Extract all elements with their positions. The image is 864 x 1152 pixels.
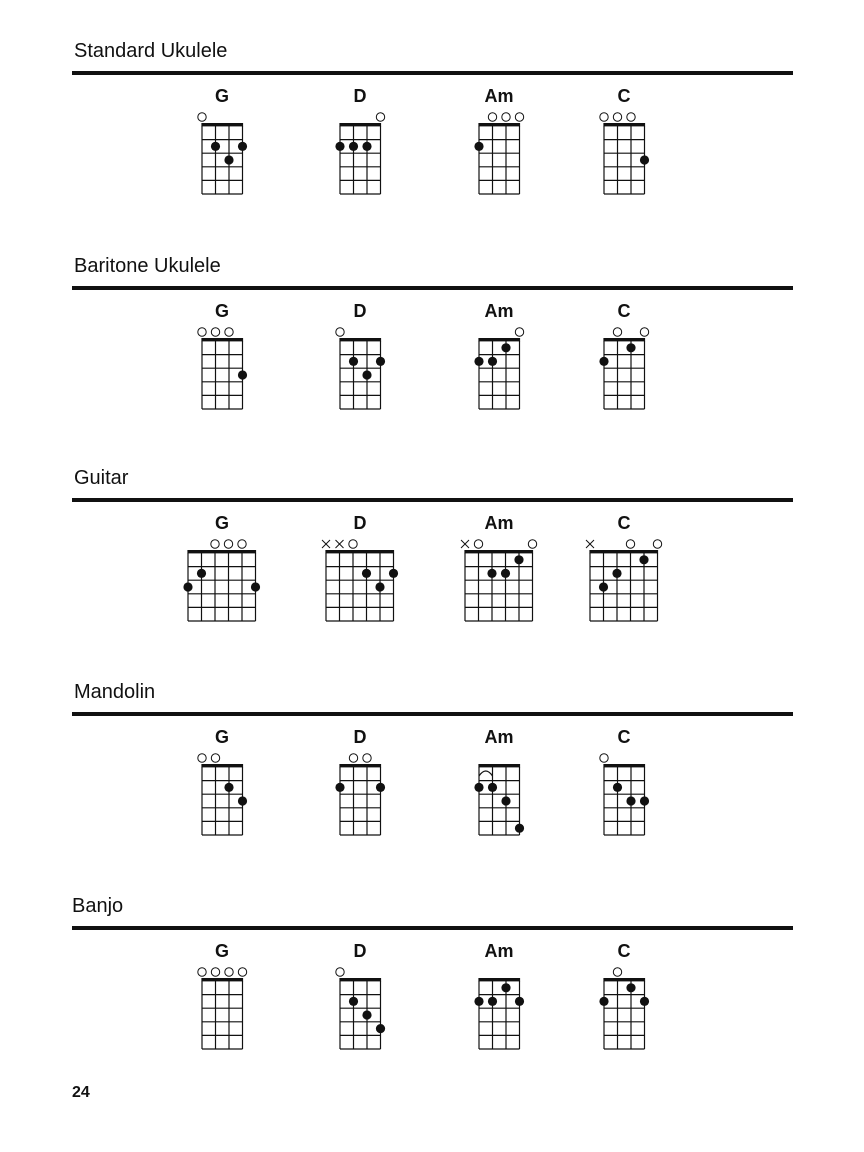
finger-dot bbox=[349, 997, 358, 1006]
open-string-marker bbox=[238, 540, 246, 548]
finger-dot bbox=[613, 569, 622, 578]
chord-diagram bbox=[467, 319, 532, 417]
open-string-marker bbox=[475, 540, 483, 548]
nut bbox=[201, 978, 243, 981]
finger-dot bbox=[349, 357, 358, 366]
chord-diagram bbox=[190, 959, 255, 1057]
page-number: 24 bbox=[72, 1084, 90, 1101]
chord-diagram bbox=[592, 959, 657, 1057]
chord-name: Am bbox=[484, 513, 514, 533]
nut bbox=[603, 764, 645, 767]
section-title: Banjo bbox=[72, 895, 124, 917]
open-string-marker bbox=[211, 968, 219, 976]
chord-name: D bbox=[353, 513, 367, 533]
finger-dot bbox=[474, 357, 483, 366]
chord-diagram bbox=[328, 745, 393, 843]
nut bbox=[201, 764, 243, 767]
section-title: Guitar bbox=[74, 467, 129, 489]
finger-dot bbox=[251, 582, 260, 591]
chord-diagram bbox=[314, 531, 406, 629]
finger-dot bbox=[626, 343, 635, 352]
open-string-marker bbox=[211, 754, 219, 762]
finger-dot bbox=[599, 997, 608, 1006]
finger-dot bbox=[626, 983, 635, 992]
open-string-marker bbox=[640, 328, 648, 336]
chord-name: C bbox=[617, 86, 631, 106]
muted-string-marker bbox=[461, 540, 469, 548]
nut bbox=[603, 338, 645, 341]
finger-dot bbox=[488, 569, 497, 578]
open-string-marker bbox=[515, 328, 523, 336]
chord-diagram bbox=[190, 104, 255, 202]
chord-diagram bbox=[190, 745, 255, 843]
chord-diagram bbox=[328, 319, 393, 417]
finger-dot bbox=[474, 783, 483, 792]
finger-dot bbox=[488, 357, 497, 366]
open-string-marker bbox=[349, 754, 357, 762]
nut bbox=[201, 338, 243, 341]
open-string-marker bbox=[627, 540, 635, 548]
finger-dot bbox=[501, 983, 510, 992]
open-string-marker bbox=[211, 328, 219, 336]
chord-diagram bbox=[592, 745, 657, 843]
chord-name: D bbox=[353, 727, 367, 747]
nut bbox=[339, 764, 381, 767]
finger-dot bbox=[335, 783, 344, 792]
chord-diagram bbox=[328, 959, 393, 1057]
finger-dot bbox=[211, 142, 220, 151]
barre-arc bbox=[479, 771, 493, 776]
open-string-marker bbox=[613, 113, 621, 121]
open-string-marker bbox=[211, 540, 219, 548]
section-rule bbox=[72, 71, 793, 75]
chord-name: D bbox=[353, 301, 367, 321]
finger-dot bbox=[376, 1024, 385, 1033]
finger-dot bbox=[362, 370, 371, 379]
open-string-marker bbox=[502, 113, 510, 121]
finger-dot bbox=[389, 569, 398, 578]
finger-dot bbox=[599, 582, 608, 591]
finger-dot bbox=[224, 155, 233, 164]
chord-diagram bbox=[592, 319, 657, 417]
nut bbox=[478, 338, 520, 341]
chord-name: D bbox=[353, 86, 367, 106]
chord-diagram bbox=[190, 319, 255, 417]
chord-diagram bbox=[467, 104, 532, 202]
open-string-marker bbox=[198, 754, 206, 762]
finger-dot bbox=[474, 142, 483, 151]
finger-dot bbox=[238, 796, 247, 805]
finger-dot bbox=[501, 343, 510, 352]
finger-dot bbox=[640, 155, 649, 164]
section-rule bbox=[72, 286, 793, 290]
chord-name: C bbox=[617, 941, 631, 961]
chord-diagram bbox=[467, 745, 532, 843]
finger-dot bbox=[488, 997, 497, 1006]
open-string-marker bbox=[613, 328, 621, 336]
chord-name: Am bbox=[484, 727, 514, 747]
section-rule bbox=[72, 712, 793, 716]
chord-name: G bbox=[214, 301, 229, 321]
open-string-marker bbox=[600, 754, 608, 762]
finger-dot bbox=[224, 783, 233, 792]
finger-dot bbox=[376, 357, 385, 366]
section-rule bbox=[72, 498, 793, 502]
chord-name: G bbox=[214, 513, 229, 533]
open-string-marker bbox=[198, 968, 206, 976]
chord-name: Am bbox=[484, 941, 514, 961]
open-string-marker bbox=[198, 113, 206, 121]
section-rule bbox=[72, 926, 793, 930]
finger-dot bbox=[515, 824, 524, 833]
finger-dot bbox=[626, 796, 635, 805]
finger-dot bbox=[362, 569, 371, 578]
chord-name: C bbox=[617, 513, 631, 533]
nut bbox=[465, 550, 534, 553]
open-string-marker bbox=[613, 968, 621, 976]
section-title: Baritone Ukulele bbox=[74, 255, 221, 277]
open-string-marker bbox=[198, 328, 206, 336]
finger-dot bbox=[362, 1010, 371, 1019]
finger-dot bbox=[613, 783, 622, 792]
section-title: Standard Ukulele bbox=[74, 40, 228, 62]
chord-name: C bbox=[617, 301, 631, 321]
finger-dot bbox=[640, 997, 649, 1006]
chord-name: C bbox=[617, 727, 631, 747]
nut bbox=[339, 978, 381, 981]
finger-dot bbox=[362, 142, 371, 151]
chord-name: Am bbox=[484, 86, 514, 106]
nut bbox=[478, 123, 520, 126]
nut bbox=[339, 338, 381, 341]
finger-dot bbox=[501, 569, 510, 578]
chord-diagram bbox=[578, 531, 670, 629]
open-string-marker bbox=[488, 113, 496, 121]
muted-string-marker bbox=[322, 540, 330, 548]
nut bbox=[188, 550, 257, 553]
chord-name: D bbox=[353, 941, 367, 961]
chord-diagram bbox=[467, 959, 532, 1057]
nut bbox=[603, 123, 645, 126]
open-string-marker bbox=[336, 328, 344, 336]
finger-dot bbox=[335, 142, 344, 151]
finger-dot bbox=[376, 582, 385, 591]
finger-dot bbox=[349, 142, 358, 151]
chord-diagram bbox=[592, 104, 657, 202]
section-title: Mandolin bbox=[74, 681, 156, 703]
finger-dot bbox=[640, 796, 649, 805]
finger-dot bbox=[474, 997, 483, 1006]
finger-dot bbox=[197, 569, 206, 578]
nut bbox=[590, 550, 659, 553]
open-string-marker bbox=[336, 968, 344, 976]
nut bbox=[478, 978, 520, 981]
nut bbox=[603, 978, 645, 981]
open-string-marker bbox=[363, 754, 371, 762]
chord-name: Am bbox=[484, 301, 514, 321]
chord-diagram bbox=[176, 531, 268, 629]
open-string-marker bbox=[238, 968, 246, 976]
chord-name: G bbox=[214, 727, 229, 747]
chord-diagram bbox=[453, 531, 545, 629]
open-string-marker bbox=[654, 540, 662, 548]
chord-diagram bbox=[328, 104, 393, 202]
open-string-marker bbox=[225, 968, 233, 976]
chord-name: G bbox=[214, 86, 229, 106]
finger-dot bbox=[184, 582, 193, 591]
open-string-marker bbox=[225, 540, 233, 548]
open-string-marker bbox=[376, 113, 384, 121]
open-string-marker bbox=[515, 113, 523, 121]
finger-dot bbox=[238, 142, 247, 151]
finger-dot bbox=[515, 997, 524, 1006]
nut bbox=[201, 123, 243, 126]
finger-dot bbox=[640, 555, 649, 564]
nut bbox=[478, 764, 520, 767]
muted-string-marker bbox=[336, 540, 344, 548]
nut bbox=[339, 123, 381, 126]
open-string-marker bbox=[529, 540, 537, 548]
finger-dot bbox=[488, 783, 497, 792]
finger-dot bbox=[501, 796, 510, 805]
open-string-marker bbox=[349, 540, 357, 548]
open-string-marker bbox=[225, 328, 233, 336]
finger-dot bbox=[376, 783, 385, 792]
finger-dot bbox=[599, 357, 608, 366]
finger-dot bbox=[238, 370, 247, 379]
nut bbox=[326, 550, 395, 553]
open-string-marker bbox=[627, 113, 635, 121]
muted-string-marker bbox=[586, 540, 594, 548]
chord-name: G bbox=[214, 941, 229, 961]
finger-dot bbox=[515, 555, 524, 564]
open-string-marker bbox=[600, 113, 608, 121]
